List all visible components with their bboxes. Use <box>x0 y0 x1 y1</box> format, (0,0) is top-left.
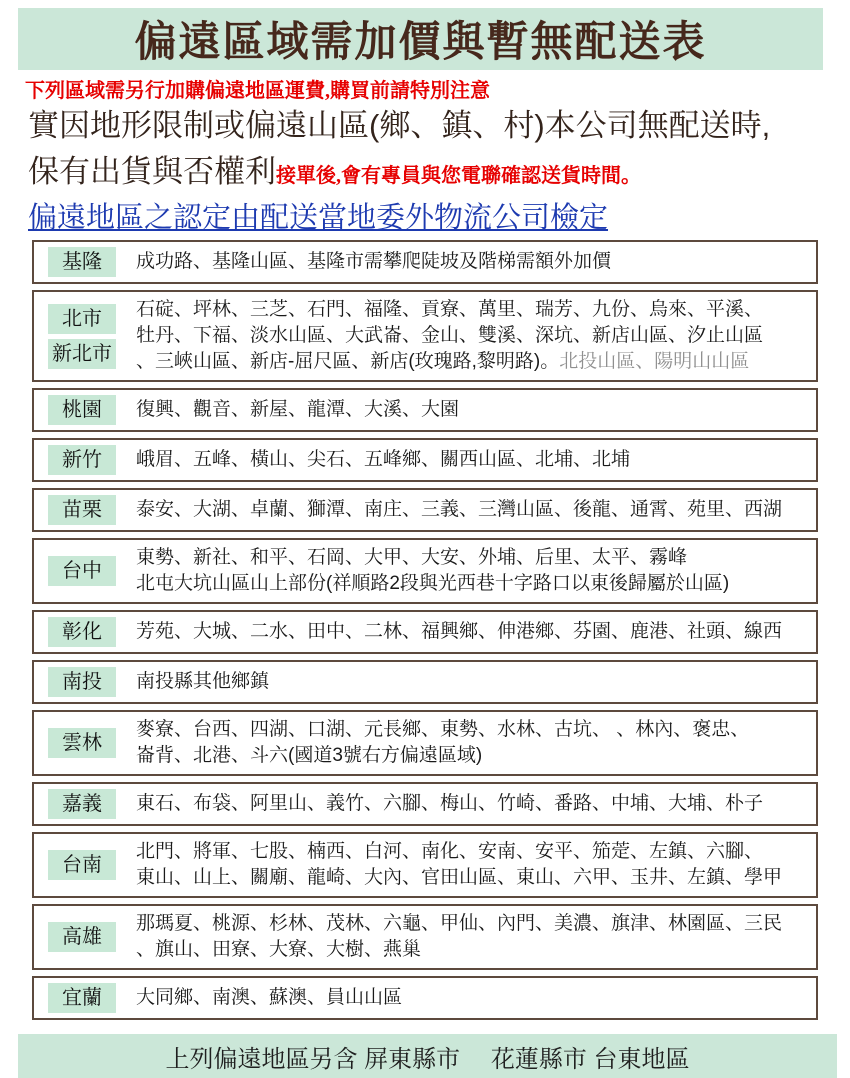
region-label: 台中 <box>48 556 116 586</box>
region-label: 高雄 <box>48 922 116 952</box>
content-text: 東勢、新社、和平、石岡、大甲、大安、外埔、后里、太平、霧峰 <box>136 547 688 568</box>
region-label: 新北市 <box>48 339 116 369</box>
notice-line-2-red: 接單後,會有專員與您電聯確認送貨時間。 <box>276 165 641 187</box>
footer-banner <box>18 1034 837 1078</box>
table-row <box>32 538 818 604</box>
footer-text: 上列偏遠地區另含 屏東縣市 花蓮縣市 台東地區 <box>165 1045 690 1073</box>
notice-line-2 <box>28 149 850 199</box>
region-label-group <box>48 728 116 758</box>
region-label: 桃園 <box>48 395 116 425</box>
content-muted-text: 北投山區、陽明山山區 <box>559 351 750 372</box>
region-label-group <box>48 395 116 425</box>
content-line <box>136 297 816 323</box>
region-label: 嘉義 <box>48 789 116 819</box>
region-label-group <box>48 617 116 647</box>
region-content <box>136 717 816 769</box>
content-line <box>136 669 816 695</box>
content-text: 牡丹、下福、淡水山區、大武崙、金山、雙溪、深坑、新店山區、汐止山區 <box>136 325 764 346</box>
region-content <box>136 619 816 645</box>
content-text: 那瑪夏、桃源、杉林、茂林、六龜、甲仙、內門、美濃、旗津、林園區、三民 <box>136 913 783 934</box>
region-content <box>136 249 816 275</box>
blue-notice: 偏遠地區之認定由配送當地委外物流公司檢定 <box>28 202 609 234</box>
region-content <box>136 447 816 473</box>
region-content <box>136 791 816 817</box>
region-label: 北市 <box>48 304 116 334</box>
content-line <box>136 545 816 571</box>
content-line <box>136 249 816 275</box>
table-row <box>32 488 818 532</box>
content-line <box>136 323 816 349</box>
content-text: 東石、布袋、阿里山、義竹、六腳、梅山、竹崎、番路、中埔、大埔、朴子 <box>136 793 764 814</box>
content-text: 復興、觀音、新屋、龍潭、大溪、大園 <box>136 399 460 420</box>
table-row <box>32 904 818 970</box>
content-line <box>136 717 816 743</box>
region-table <box>32 240 818 1020</box>
table-row <box>32 660 818 704</box>
region-label: 南投 <box>48 667 116 697</box>
content-line <box>136 865 816 891</box>
content-line <box>136 349 816 375</box>
content-text: 、旗山、田寮、大寮、大樹、燕巢 <box>136 939 422 960</box>
content-line <box>136 447 816 473</box>
content-text: 東山、山上、關廟、龍崎、大內、官田山區、東山、六甲、玉井、左鎮、學甲 <box>136 867 783 888</box>
region-content <box>136 297 816 375</box>
region-label: 雲林 <box>48 728 116 758</box>
region-label-group <box>48 304 116 369</box>
content-text: 崙背、北港、斗六(國道3號右方偏遠區域) <box>136 745 483 766</box>
notice-line-2-main: 保有出貨與否權利 <box>28 154 276 189</box>
region-label-group <box>48 247 116 277</box>
table-row <box>32 782 818 826</box>
content-line <box>136 937 816 963</box>
content-text: 芳苑、大城、二水、田中、二林、福興鄉、伸港鄉、芬園、鹿港、社頭、線西 <box>136 621 783 642</box>
region-label-group <box>48 556 116 586</box>
content-text: 、三峽山區、新店-屈尺區、新店(玫瑰路,黎明路)。 <box>136 351 560 372</box>
warning-text: 下列區域需另行加購偏遠地區運費,購買前請特別注意 <box>25 80 490 102</box>
content-text: 大同鄉、南澳、蘇澳、員山山區 <box>136 987 403 1008</box>
region-label: 苗栗 <box>48 495 116 525</box>
content-text: 北門、將軍、七股、楠西、白河、南化、安南、安平、笳萣、左鎮、六腳、 <box>136 841 764 862</box>
region-label-group <box>48 983 116 1013</box>
table-row <box>32 610 818 654</box>
table-row <box>32 240 818 284</box>
region-content <box>136 545 816 597</box>
content-line <box>136 619 816 645</box>
content-text: 峨眉、五峰、橫山、尖石、五峰鄉、關西山區、北埔、北埔 <box>136 449 631 470</box>
region-label: 基隆 <box>48 247 116 277</box>
region-label-group <box>48 445 116 475</box>
region-label-group <box>48 495 116 525</box>
notice-line-1: 實因地形限制或偏遠山區(鄉、鎮、村)本公司無配送時, <box>28 108 771 143</box>
table-row <box>32 290 818 382</box>
content-text: 石碇、坪林、三芝、石門、福隆、貢寮、萬里、瑞芳、九份、烏來、平溪、 <box>136 299 764 320</box>
content-text: 南投縣其他鄉鎮 <box>136 671 270 692</box>
region-content <box>136 397 816 423</box>
content-text: 北屯大坑山區山上部份(祥順路2段與光西巷十字路口以東後歸屬於山區) <box>136 573 730 594</box>
region-content <box>136 911 816 963</box>
page-title: 偏遠區域需加價與暫無配送表 <box>134 18 707 65</box>
content-text: 泰安、大湖、卓蘭、獅潭、南庄、三義、三灣山區、後龍、通霄、苑里、西湖 <box>136 499 783 520</box>
content-text: 麥寮、台西、四湖、口湖、元長鄉、東勢、水林、古坑、 、林內、褒忠、 <box>136 719 750 740</box>
region-label: 台南 <box>48 850 116 880</box>
content-line <box>136 743 816 769</box>
region-content <box>136 839 816 891</box>
region-label-group <box>48 850 116 880</box>
content-line <box>136 397 816 423</box>
region-content <box>136 669 816 695</box>
content-line <box>136 985 816 1011</box>
table-row <box>32 388 818 432</box>
region-label-group <box>48 667 116 697</box>
region-label-group <box>48 789 116 819</box>
table-row <box>32 438 818 482</box>
content-line <box>136 911 816 937</box>
table-row <box>32 832 818 898</box>
region-content <box>136 497 816 523</box>
table-row <box>32 976 818 1020</box>
content-line <box>136 497 816 523</box>
content-text: 成功路、基隆山區、基隆市需攀爬陡坡及階梯需額外加價 <box>136 251 612 272</box>
region-label: 彰化 <box>48 617 116 647</box>
content-line <box>136 571 816 597</box>
table-row <box>32 710 818 776</box>
region-label-group <box>48 922 116 952</box>
content-line <box>136 839 816 865</box>
title-banner <box>18 8 823 70</box>
region-label: 新竹 <box>48 445 116 475</box>
region-content <box>136 985 816 1011</box>
content-line <box>136 791 816 817</box>
region-label: 宜蘭 <box>48 983 116 1013</box>
